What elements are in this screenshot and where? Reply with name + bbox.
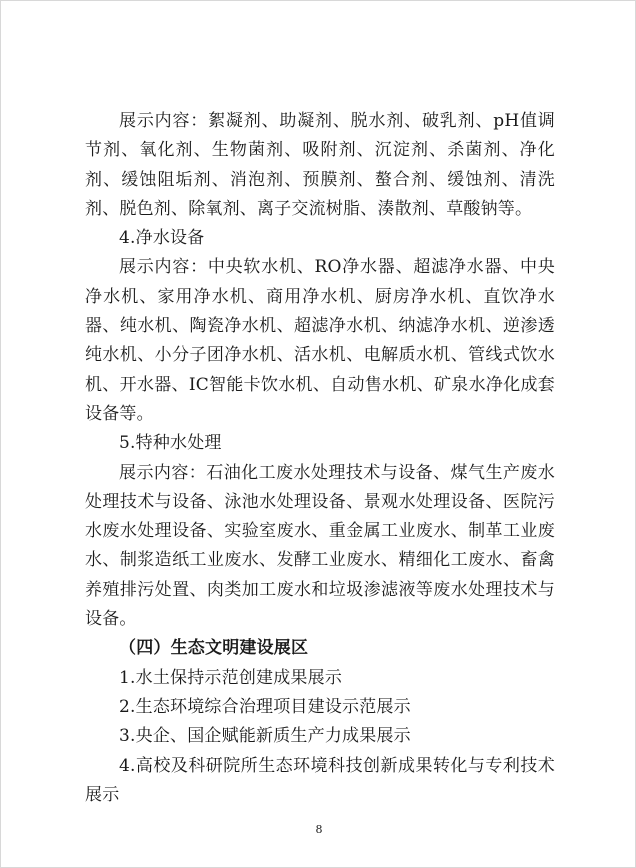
list-item-soe-productivity: 3.央企、国企赋能新质生产力成果展示 — [119, 726, 411, 747]
list-item-university-research: 4.高校及科研院所生态环境科技创新成果转化与专利技术展示 — [85, 755, 555, 805]
list-item-soil-conservation: 1.水土保持示范创建成果展示 — [119, 667, 343, 688]
paragraph-agents-content: 展示内容：絮凝剂、助凝剂、脱水剂、破乳剂、pH值调节剂、氧化剂、生物菌剂、吸附剂、沉淀剂、杀菌剂、净化剂、缓蚀阻垢剂、消泡剂、预膜剂、螯合剂、缓蚀剂、清洗剂、脱色剂、除氧剂、离子交流树脂、湊散剂、草酸钠等。 — [85, 111, 555, 219]
list-item-environment-governance: 2.生态环境综合治理项目建设示范展示 — [119, 696, 411, 717]
document-body — [85, 107, 555, 810]
paragraph-water-purification-content: 展示内容：中央软水机、RO净水器、超滤净水器、中央净水机、家用净水机、商用净水机、厨房净水机、直饮净水器、纯水机、陶瓷净水机、超滤净水机、纳滤净水机、逆渗透纯水机、小分子团净水机、活水机、电解质水机、管线式饮水机、开水器、IC智能卡饮水机、自动售水机、矿泉水净化成套设备等。 — [85, 257, 555, 424]
section-heading-ecological: （四）生态文明建设展区 — [119, 638, 309, 659]
heading-special-water-treatment: 5.特种水处理 — [119, 433, 222, 454]
page-number: 8 — [315, 823, 323, 836]
paragraph-special-water-treatment-content: 展示内容：石油化工废水处理技术与设备、煤气生产废水处理技术与设备、泳池水处理设备、景观水处理设备、医院污水废水处理设备、实验室废水、重金属工业废水、制革工业废水、制浆造纸工业废水、发酵工业废水、精细化工废水、畜禽养殖排污处置、肉类加工废水和垃圾渗滤液等废水处理技术与设备。 — [85, 462, 555, 630]
heading-water-purification: 4.净水设备 — [119, 228, 205, 249]
